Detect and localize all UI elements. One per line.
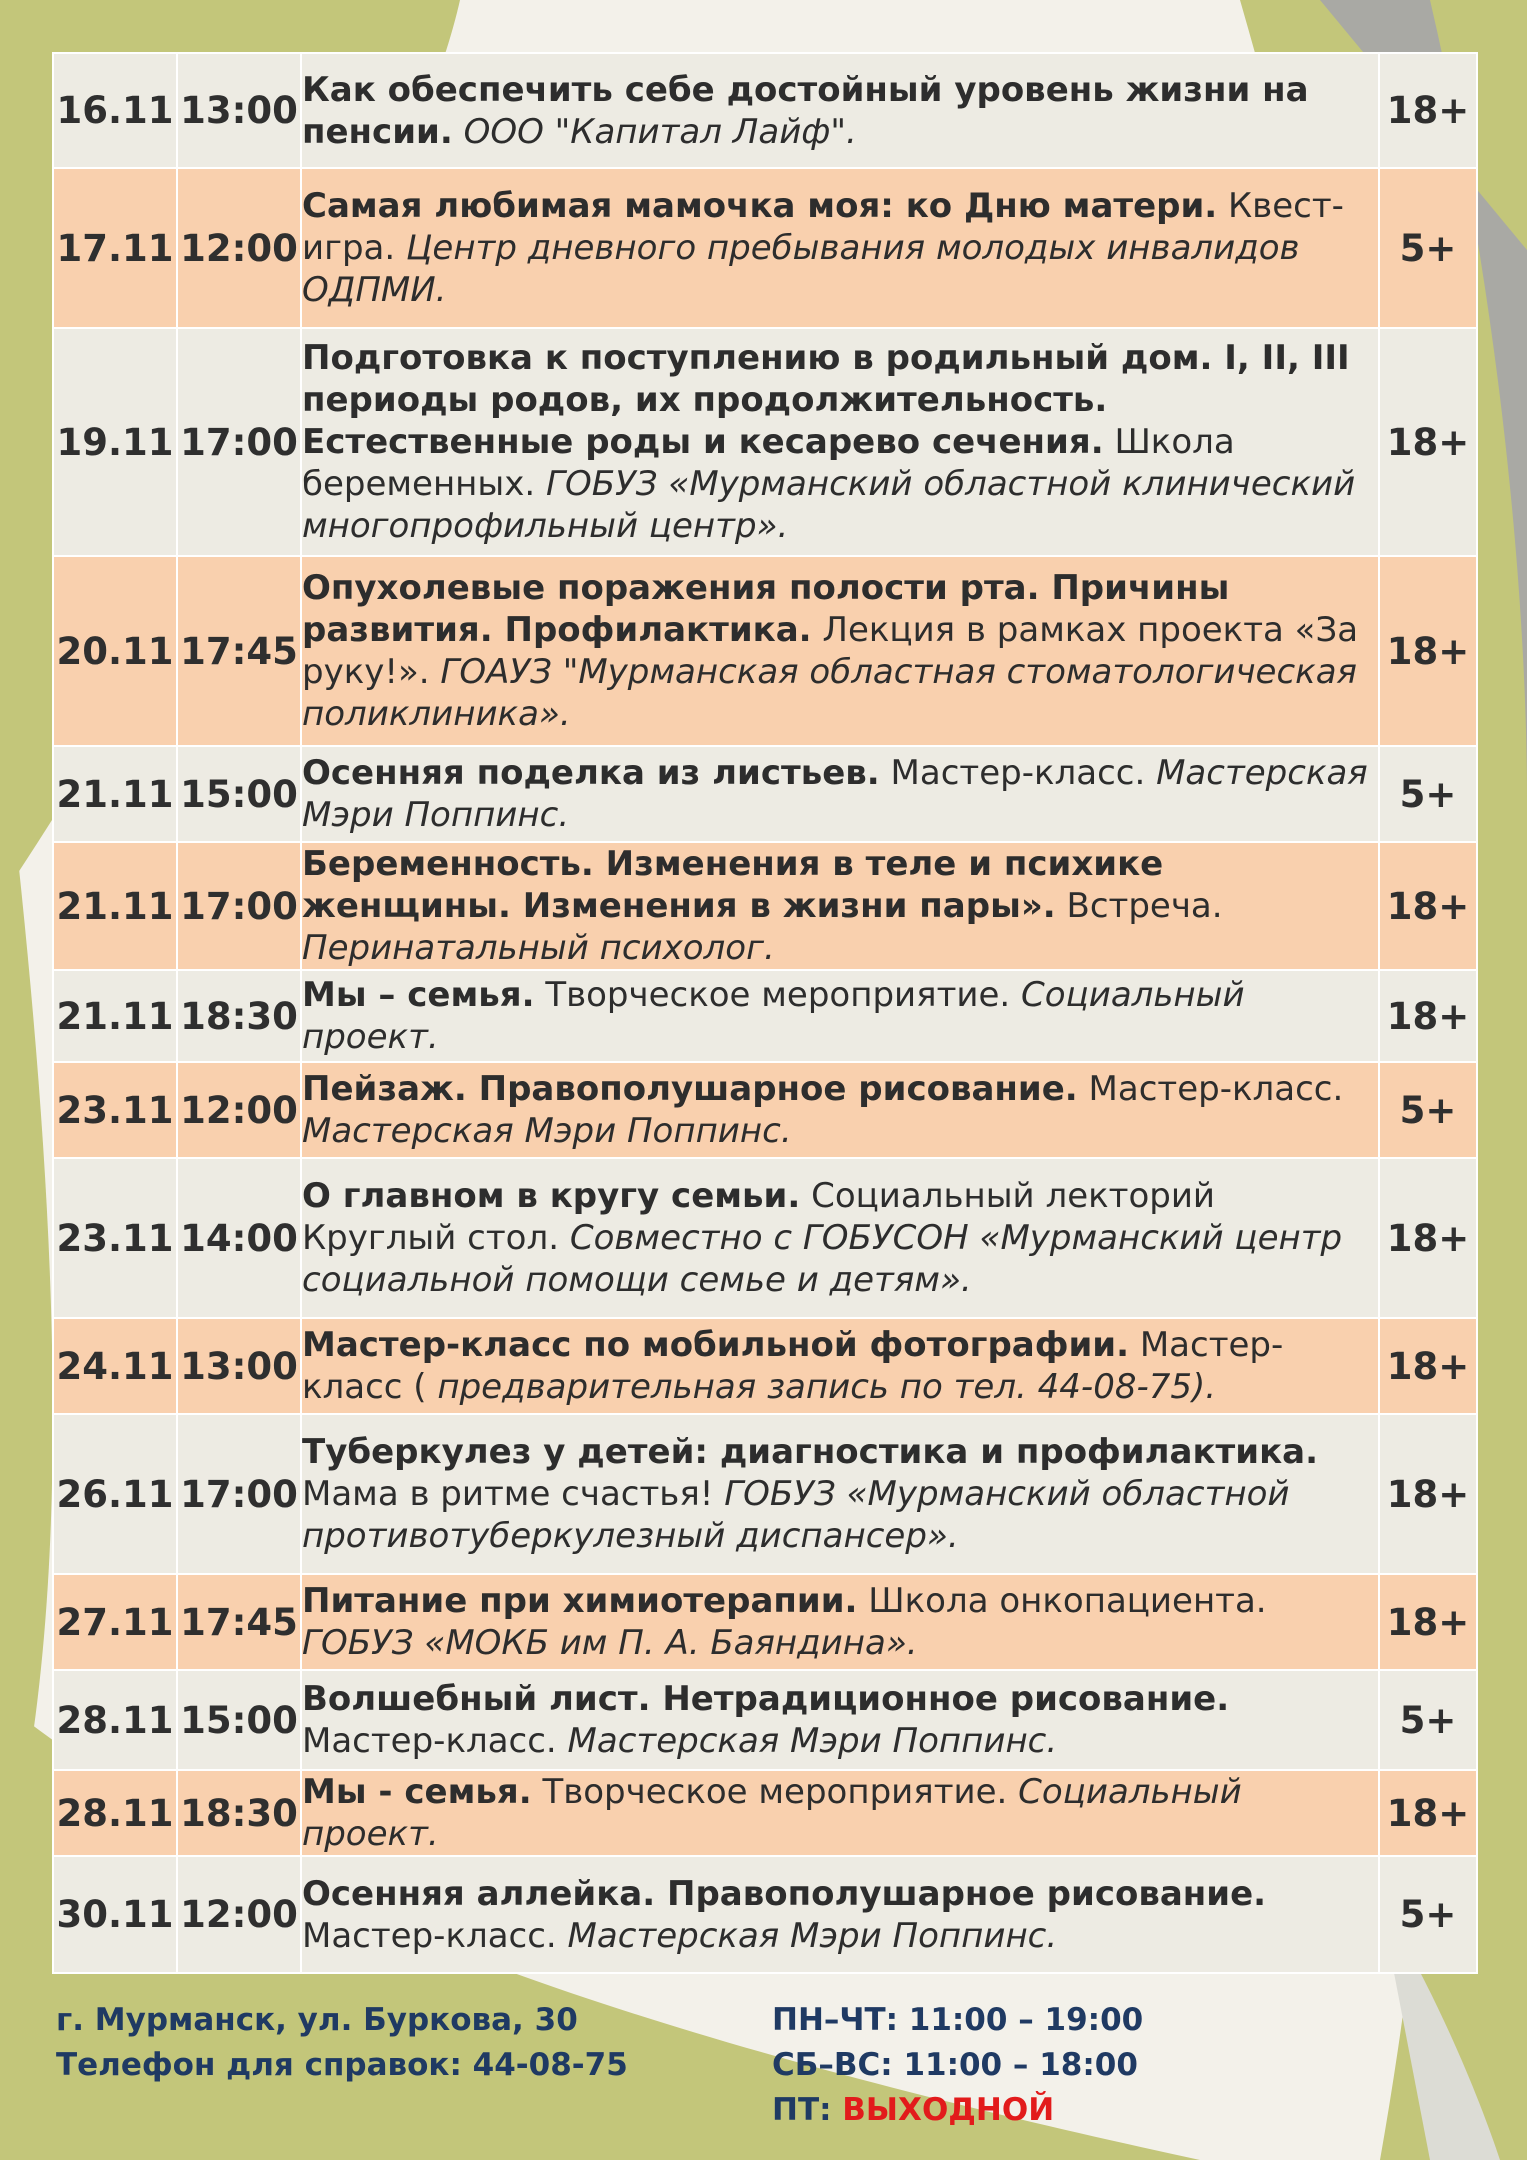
event-time: 17:45 (177, 556, 301, 746)
hours-weekdays: ПН–ЧТ: 11:00 – 19:00 (772, 2002, 1144, 2038)
event-organizer: Мастерская Мэри Поппинс. (567, 1721, 1058, 1761)
event-title: О главном в кругу семьи. (302, 1176, 801, 1216)
event-organizer: ГОБУЗ «МОКБ им П. А. Баяндина». (302, 1623, 918, 1663)
event-date: 30.11 (53, 1856, 177, 1973)
event-date: 21.11 (53, 842, 177, 970)
age-rating: 18+ (1379, 328, 1477, 556)
event-title: Туберкулез у детей: диагностика и профилактика. (302, 1432, 1318, 1472)
event-description (301, 1670, 1379, 1770)
footer-address: г. Мурманск, ул. Буркова, 30 (56, 2002, 578, 2038)
event-time: 14:00 (177, 1158, 301, 1318)
event-type: Мастер-класс. (302, 1915, 557, 1956)
friday-closed: ВЫХОДНОЙ (842, 2092, 1055, 2128)
event-date: 21.11 (53, 746, 177, 842)
event-date: 16.11 (53, 53, 177, 168)
event-description (301, 746, 1379, 842)
hours-friday (772, 2088, 1143, 2133)
event-row (53, 1158, 1477, 1318)
event-title: Как обеспечить себе достойный уровень жизни на пенсии. (302, 69, 1309, 152)
age-rating: 18+ (1379, 970, 1477, 1062)
event-row (53, 1318, 1477, 1414)
event-row (53, 1414, 1477, 1574)
age-rating: 18+ (1379, 1770, 1477, 1856)
event-date: 20.11 (53, 556, 177, 746)
event-time: 17:45 (177, 1574, 301, 1670)
event-time: 18:30 (177, 1770, 301, 1856)
event-time: 12:00 (177, 168, 301, 328)
event-date: 17.11 (53, 168, 177, 328)
event-row (53, 1574, 1477, 1670)
event-description (301, 168, 1379, 328)
event-type: Встреча. (1066, 886, 1223, 926)
event-title: Волшебный лист. Нетрадиционное рисование. (302, 1679, 1230, 1719)
event-row (53, 168, 1477, 328)
event-description (301, 1856, 1379, 1973)
event-row (53, 970, 1477, 1062)
event-organizer: Социальный проект. (302, 1772, 1242, 1854)
age-rating: 18+ (1379, 1158, 1477, 1318)
event-time: 13:00 (177, 53, 301, 168)
event-row (53, 842, 1477, 970)
event-organizer: Перинатальный психолог. (302, 928, 775, 968)
event-row (53, 328, 1477, 556)
event-type: Мастер-класс ( (302, 1325, 1284, 1407)
event-organizer: Центр дневного пребывания молодых инвалидов ОДПМИ. (302, 228, 1300, 310)
event-organizer: Мастерская Мэри Поппинс. (567, 1915, 1058, 1956)
event-date: 27.11 (53, 1574, 177, 1670)
event-type: Квест-игра. (302, 186, 1344, 268)
footer-phone: Телефон для справок: 44-08-75 (56, 2047, 628, 2083)
event-type: Школа беременных. (302, 422, 1235, 504)
event-organizer: предварительная запись по тел. 44-08-75). (437, 1367, 1217, 1407)
event-title: Осенняя аллейка. Правополушарное рисование. (302, 1873, 1267, 1914)
event-time: 12:00 (177, 1062, 301, 1158)
event-description (301, 970, 1379, 1062)
event-row (53, 1770, 1477, 1856)
event-date: 21.11 (53, 970, 177, 1062)
event-organizer: Социальный проект. (302, 975, 1245, 1057)
event-title: Питание при химиотерапии. (302, 1581, 858, 1621)
age-rating: 18+ (1379, 556, 1477, 746)
event-type: Мастер-класс. (1088, 1069, 1344, 1109)
event-date: 26.11 (53, 1414, 177, 1574)
age-rating: 5+ (1379, 168, 1477, 328)
age-rating: 18+ (1379, 1318, 1477, 1414)
event-row (53, 556, 1477, 746)
event-description (301, 53, 1379, 168)
event-title: Осенняя поделка из листьев. (302, 753, 880, 793)
event-type: Школа онкопациента. (868, 1581, 1267, 1621)
event-time: 17:00 (177, 1414, 301, 1574)
event-description (301, 1158, 1379, 1318)
age-rating: 18+ (1379, 1414, 1477, 1574)
event-date: 19.11 (53, 328, 177, 556)
age-rating: 5+ (1379, 1670, 1477, 1770)
event-description (301, 842, 1379, 970)
event-description (301, 1574, 1379, 1670)
hours-weekend: СБ–ВС: 11:00 – 18:00 (772, 2047, 1138, 2083)
event-description (301, 1062, 1379, 1158)
event-type: Творческое мероприятие. (542, 1772, 1008, 1812)
event-date: 23.11 (53, 1158, 177, 1318)
event-description (301, 1318, 1379, 1414)
event-date: 24.11 (53, 1318, 177, 1414)
event-row (53, 1670, 1477, 1770)
event-time: 13:00 (177, 1318, 301, 1414)
age-rating: 5+ (1379, 1062, 1477, 1158)
event-row (53, 1856, 1477, 1973)
event-time: 15:00 (177, 746, 301, 842)
event-organizer: Совместно с ГОБУСОН «Мурманский центр социальной помощи семье и детям». (302, 1218, 1343, 1300)
event-type: Лекция в рамках проекта «За руку!». (302, 610, 1359, 692)
event-row (53, 1062, 1477, 1158)
event-organizer: Мастерская Мэри Поппинс. (302, 753, 1368, 835)
event-date: 28.11 (53, 1670, 177, 1770)
event-description (301, 328, 1379, 556)
friday-label: ПТ: (772, 2092, 832, 2128)
event-title: Беременность. Изменения в теле и психике женщины. Изменения в жизни пары». (302, 844, 1164, 926)
event-title: Мы - семья. (302, 1772, 532, 1812)
event-title: Пейзаж. Правополушарное рисование. (302, 1069, 1078, 1109)
event-type: Мама в ритме счастья! (302, 1474, 714, 1514)
footer-hours (772, 1998, 1143, 2133)
age-rating: 5+ (1379, 1856, 1477, 1973)
event-organizer: ГОАУЗ "Мурманская областная стоматологическая поликлиника». (302, 652, 1357, 734)
event-title: Подготовка к поступлению в родильный дом. I, II, III периоды родов, их продолжительность. Естественные роды и кесарево сечения. (302, 338, 1350, 462)
event-type: Творческое мероприятие. (545, 975, 1011, 1015)
event-type: Социальный лекторий Круглый стол. (302, 1176, 1216, 1258)
schedule-table-wrap (52, 52, 1478, 1974)
footer-contacts (56, 1998, 628, 2088)
event-description (301, 1770, 1379, 1856)
event-date: 28.11 (53, 1770, 177, 1856)
age-rating: 18+ (1379, 842, 1477, 970)
event-type: Мастер-класс. (890, 753, 1146, 793)
schedule-rows (53, 53, 1477, 1973)
event-title: Самая любимая мамочка моя: ко Дню матери. (302, 186, 1218, 226)
event-title: Опухолевые поражения полости рта. Причины развития. Профилактика. (302, 568, 1230, 650)
event-time: 17:00 (177, 842, 301, 970)
age-rating: 18+ (1379, 1574, 1477, 1670)
event-title: Мастер-класс по мобильной фотографии. (302, 1325, 1130, 1365)
event-description (301, 1414, 1379, 1574)
event-time: 17:00 (177, 328, 301, 556)
event-description (301, 556, 1379, 746)
event-time: 12:00 (177, 1856, 301, 1973)
event-row (53, 53, 1477, 168)
event-type: Мастер-класс. (302, 1721, 557, 1761)
event-organizer: Мастерская Мэри Поппинс. (302, 1111, 792, 1151)
event-organizer: ГОБУЗ «Мурманский областной клинический многопрофильный центр». (302, 464, 1356, 546)
event-organizer: ГОБУЗ «Мурманский областной противотуберкулезный диспансер». (302, 1474, 1290, 1556)
event-date: 23.11 (53, 1062, 177, 1158)
age-rating: 5+ (1379, 746, 1477, 842)
event-row (53, 746, 1477, 842)
event-time: 15:00 (177, 1670, 301, 1770)
event-time: 18:30 (177, 970, 301, 1062)
event-organizer: ООО "Капитал Лайф". (463, 111, 857, 152)
event-title: Мы – семья. (302, 975, 535, 1015)
schedule-table (52, 52, 1478, 1974)
age-rating: 18+ (1379, 53, 1477, 168)
